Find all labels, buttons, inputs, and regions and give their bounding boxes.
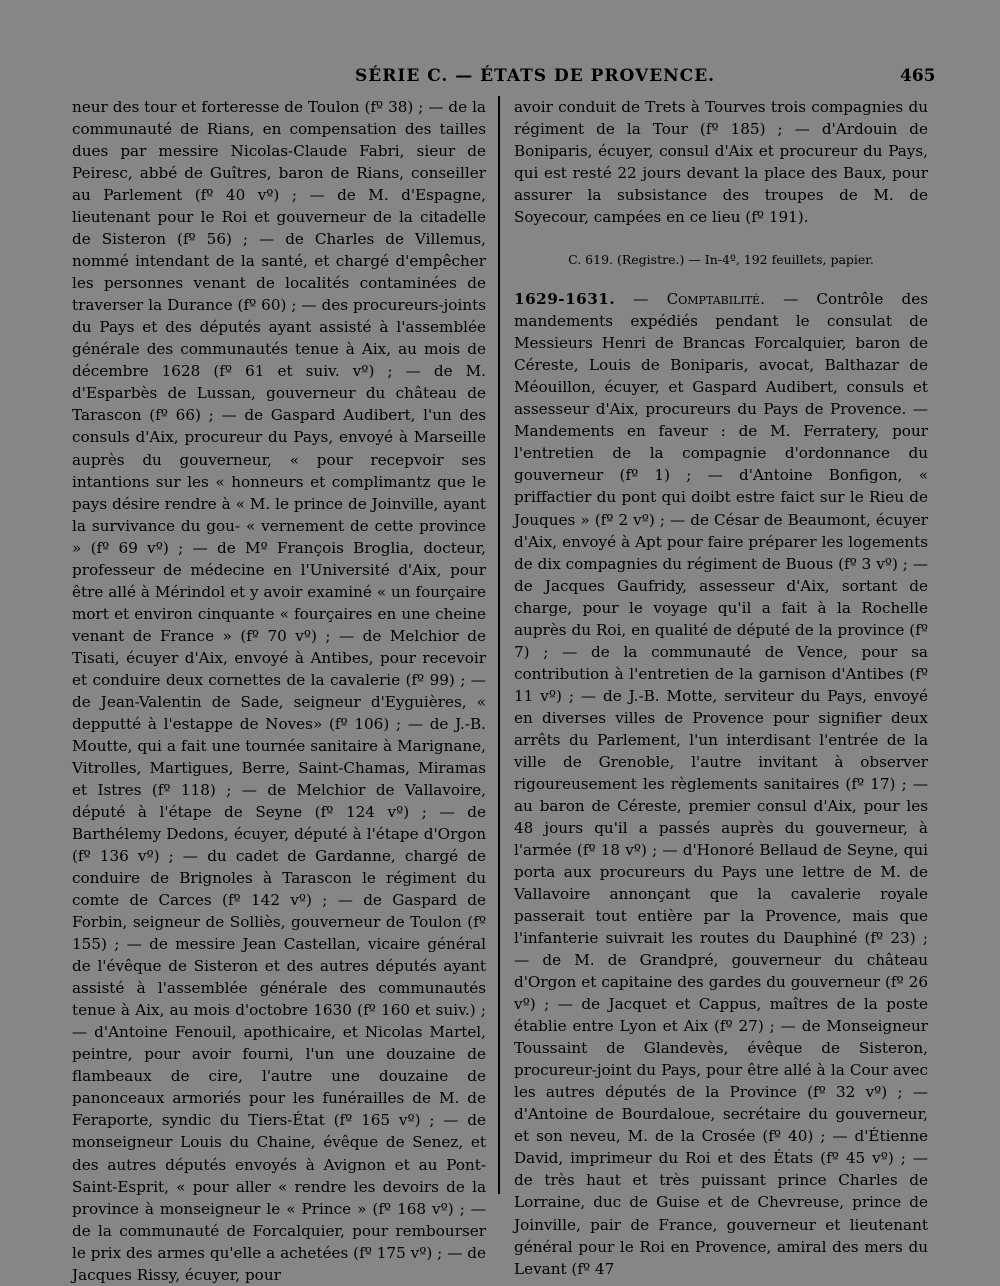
page-number: 465 (900, 66, 936, 86)
entry-text: . — Contrôle des mandements expédiés pendant le consulat de Messieurs Henri de Brancas Forcalquier, baron de Céreste, Louis de Boniparis, avocat, Balthazar de Méouillon, écuyer, et Gaspard Audibert, consuls et assesseur d'Aix, procureurs du Pays de Provence. — Mandements en faveur : de M. Ferratery, pour l'entretien de la compagnie d'ordonnance du gouverneur (fº 1) ; — d'Antoine Bonfigon, « priffactier du pont qui doibt estre faict sur le Rieu de Jouques » (fº 2 vº) ; — de César de Beaumont, écuyer d'Aix, envoyé à Apt pour faire préparer les logements de dix compagnies du régiment de Buous (fº 3 vº) ; — de Jacques Gaufridy, assesseur d'Aix, sortant de charge, pour le voyage qu'il a fait à la Rochelle auprès du Roi, en qualité de député de la province (fº 7) ; — de la communauté de Vence, pour sa contribution à l'entretien de la garnison d'Antibes (fº 11 vº) ; — de J.-B. Motte, serviteur du Pays, envoyé en diverses villes de Provence pour signifier deux arrêts du Parlement, l'un interdisant l'entrée de la ville de Grenoble, l'autre invitant à observer rigoureusement les règlements sanitaires (fº 17) ; — au baron de Céreste, premier consul d'Aix, pour les 48 jours qu'il a passés auprès du gouverneur, à l'armée (fº 18 vº) ; — d'Honoré Bellaud de Seyne, qui porta aux procureurs du Pays une lettre de M. de Vallavoire annonçant que la cavalerie royale passerait tout entière par la Provence, mais que l'infanterie suivrait les routes du Dauphiné (fº 23) ; — de M. de Grandpré, gouverneur du château d'Orgon et capitaine des gardes du gouverneur (fº 26 vº) ; — de Jacquet et Cappus, maîtres de la poste établie entre Lyon et Aix (fº 27) ; — de Monseigneur Toussaint de Glandevès, évêque de Sisteron, procureur-joint du Pays, pour être allé à la Cour avec les autres députés de la Province (fº 32 vº) ; — d'Antoine de Bourdaloue, secrétaire du gouverneur, et son neveu, M. de la Crosée (fº 40) ; — d'Étienne David, imprimeur du Roi et des États (fº 45 vº) ; — de très haut et très puissant prince Charles de Lorraine, duc de Guise et de Chevreuse, prince de Joinville, pair de France, gouverneur et lieutenant général pour le Roi en Provence, amiral des mers du Levant (fº 47 (514, 290, 928, 1278)
running-title: SÉRIE C. — ÉTATS DE PROVENCE. (355, 66, 716, 86)
left-column-text: neur des tour et forteresse de Toulon (fº 38) ; — de la communauté de Rians, en compensation des tailles dues par messire Nicolas-Claude Fabri, sieur de Peiresc, abbé de Guîtres, baron de Rians, conseiller au Parlement (fº 40 vº) ; — de M. d'Espagne, lieutenant pour le Roi et gouverneur de la citadelle de Sisteron (fº 56) ; — de Charles de Villemus, nommé intendant de la santé, et chargé d'empêcher les personnes venant de localités contaminées de traverser la Durance (fº 60) ; — des procureurs-joints du Pays et des députés ayant assisté à l'assemblée générale des communautés tenue à Aix, au mois de décembre 1628 (fº 61 et suiv. vº) ; — de M. d'Esparbès de Lussan, gouverneur du château de Tarascon (fº 66) ; — de Gaspard Audibert, l'un des consuls d'Aix, procureur du Pays, envoyé à Marseille auprès du gouverneur, « pour recepvoir ses intantions sur les « honneurs et complimantz que le pays désire rendre à « M. le prince de Joinville, ayant la survivance du gou- « vernement de cette province » (fº 69 vº) ; — de Mº François Broglia, docteur, professeur de médecine en l'Université d'Aix, pour être allé à Mérindol et y avoir examiné « un fourçaire mort et environ cinquante « fourçaires en une cheine venant de France » (fº 70 vº) ; — de Melchior de Tisati, écuyer d'Aix, envoyé à Antibes, pour recevoir et conduire deux cornettes de la cavalerie (fº 99) ; — de Jean-Valentin de Sade, seigneur d'Eyguières, « depputté à l'estappe de Noves» (fº 106) ; — de J.-B. Moutte, qui a fait une tournée sanitaire à Marignane, Vitrolles, Martigues, Berre, Saint-Chamas, Miramas et Istres (fº 118) ; — de Melchior de Vallavoire, député à l'étape de Seyne (fº 124 vº) ; — de Barthélemy Dedons, écuyer, député à l'étape d'Orgon (fº 136 vº) ; — du cadet de Gardanne, chargé de conduire de Brignoles à Tarascon le régiment du comte de Carces (fº 142 vº) ; — de Gaspard de Forbin, seigneur de Solliès, gouverneur de Toulon (fº 155) ; — de messire Jean Castellan, vicaire général de l'évêque de Sisteron et des autres députés ayant assisté à l'assemblée générale des communautés tenue à Aix, au mois d'octobre 1630 (fº 160 et suiv.) ; — d'Antoine Fenouil, apothicaire, et Nicolas Martel, peintre, pour avoir fourni, l'un une douzaine de flambeaux de cire, l'autre une douzaine de panonceaux armoriés pour les funérailles de M. de Feraporte, syndic du Tiers-État (fº 165 vº) ; — de monseigneur Louis du Chaine, évêque de Senez, et des autres députés envoyés à Avignon et au Pont-Saint-Esprit, « pour aller « rendre les devoirs de la province à monseigneur le « Prince » (fº 168 vº) ; — de la communauté de Forcalquier, pour rembourser le prix des armes qu'elle a achetées (fº 175 vº) ; — de Jacques Rissy, écuyer, pour (72, 98, 486, 1284)
right-column-intro: avoir conduit de Trets à Tourves trois compagnies du régiment de la Tour (fº 185) ; — d'Ardouin de Boniparis, écuyer, consul d'Aix et procureur du Pays, qui est resté 22 jours devant la place des Baux, pour assurer la subsistance des troupes de M. de Soyecour, campées en ce lieu (fº 191). (514, 98, 928, 227)
right-column (514, 96, 928, 1280)
left-column (72, 96, 486, 1286)
entry-dash: — (615, 290, 667, 309)
page-header (0, 66, 1000, 90)
archive-reference: C. 619. (Registre.) — In-4º, 192 feuillets, papier. (568, 252, 874, 268)
entry-dates: 1629-1631. (514, 290, 616, 309)
entry-category: Comptabilité (666, 290, 761, 309)
column-divider (498, 96, 500, 1194)
inventory-entry (514, 288, 928, 1279)
